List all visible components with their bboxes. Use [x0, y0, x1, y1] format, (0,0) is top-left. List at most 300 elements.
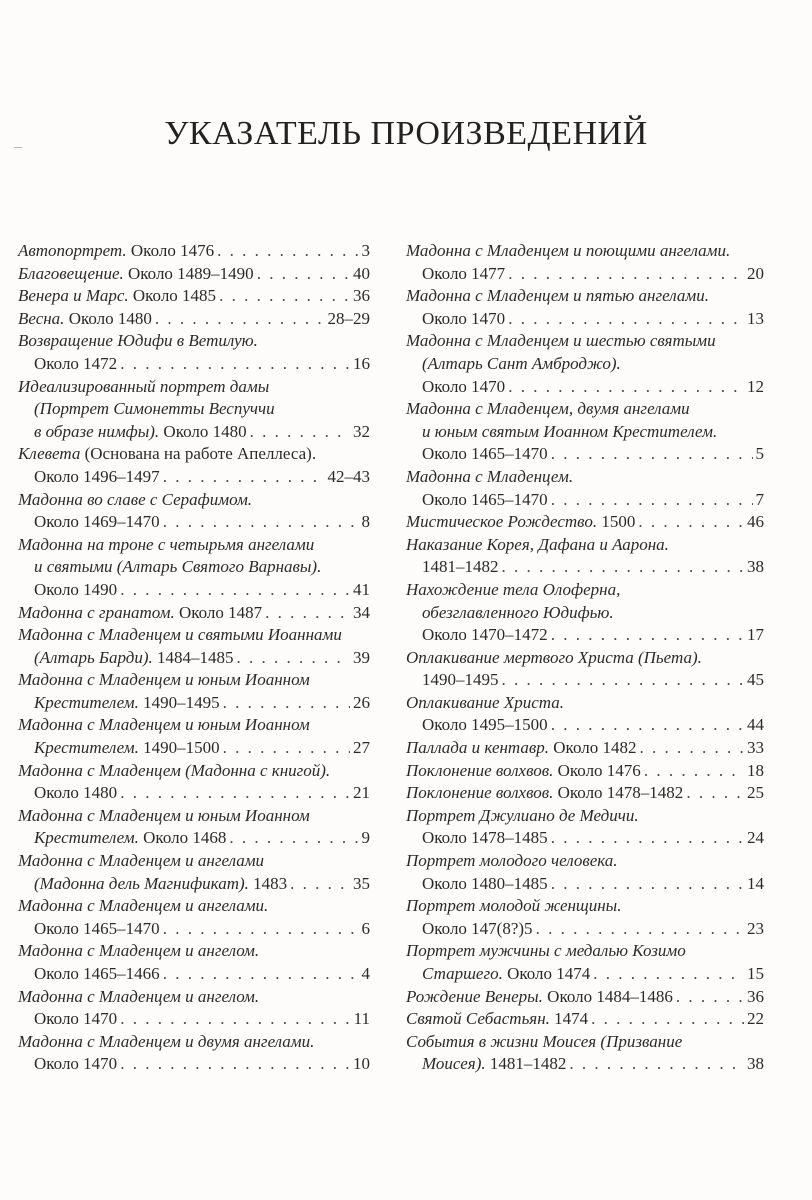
- leader-dots: [536, 918, 744, 941]
- entry-text: [422, 421, 717, 444]
- entry-text: [406, 534, 669, 557]
- entry-text: [18, 534, 314, 557]
- index-entry-line: [18, 1031, 370, 1054]
- index-entry: [18, 669, 370, 714]
- entry-title: Мадонна с Младенцем и ангелами: [18, 851, 265, 871]
- page-number: 6: [361, 918, 370, 938]
- leader-dots: [265, 602, 350, 625]
- entry-title: Наказание Корея, Дафана и Аарона.: [406, 534, 669, 554]
- entry-date: Около 1465–1470: [422, 489, 548, 509]
- entry-date: Около 1470–1472: [422, 625, 548, 645]
- entry-title: Портрет Джулиано де Медичи.: [406, 805, 639, 825]
- entry-text: [406, 240, 730, 263]
- index-entry: [18, 376, 370, 444]
- index-entry: [18, 1031, 370, 1076]
- index-entry: [406, 285, 764, 330]
- page-number: 35: [353, 873, 370, 893]
- leader-dots: [591, 1008, 744, 1031]
- entry-text: [18, 805, 310, 828]
- entry-title: Автопортрет.: [18, 241, 127, 260]
- index-entry: [406, 1031, 764, 1076]
- index-entry: [406, 986, 764, 1009]
- page-number: 12: [747, 376, 764, 396]
- entry-title: Мадонна с Младенцем и юным Иоанном: [18, 670, 310, 690]
- index-entry-line: [18, 376, 370, 399]
- entry-date: Около 1489–1490: [123, 263, 254, 283]
- index-entry: [18, 805, 370, 850]
- index-entry-line: [18, 918, 370, 941]
- entry-title: Поклонение волхвов.: [406, 783, 554, 803]
- index-entry-line: [18, 398, 370, 421]
- entry-text: [34, 466, 160, 489]
- entry-text: [422, 556, 499, 579]
- entry-text: [18, 308, 152, 331]
- leader-dots: [120, 579, 350, 602]
- page-number: 5: [755, 444, 764, 464]
- entry-date: Около 1487: [174, 602, 263, 622]
- index-entry-line: [406, 240, 764, 263]
- entry-text: [406, 737, 636, 760]
- entry-text: [406, 760, 641, 783]
- index-entry-line: [406, 556, 764, 579]
- entry-title: обезглавленного Юдифью.: [422, 602, 614, 622]
- page-number: 7: [755, 489, 764, 509]
- index-entry-line: [406, 466, 764, 489]
- entry-text: [422, 308, 505, 331]
- index-entry-line: [18, 579, 370, 602]
- entry-date: Около 1477: [422, 263, 506, 283]
- index-entry: [18, 443, 370, 488]
- entry-text: [34, 827, 226, 850]
- index-entry: [18, 308, 370, 331]
- index-entry-line: [18, 805, 370, 828]
- leader-dots: [120, 1053, 350, 1076]
- index-entry-line: [406, 714, 764, 737]
- entry-date: Около 1495–1500: [422, 715, 548, 735]
- index-entry-line: [406, 827, 764, 850]
- entry-title: Мадонна с Младенцем и пятью ангелами.: [406, 286, 709, 306]
- entry-date: Около 1484–1486: [542, 986, 673, 1006]
- entry-text: [422, 918, 533, 941]
- entry-text: [18, 376, 269, 399]
- entry-text: [18, 986, 259, 1009]
- page-number: 21: [353, 783, 370, 803]
- entry-title: Мадонна с Младенцем.: [406, 466, 574, 486]
- entry-text: [422, 1053, 566, 1076]
- entry-text: [34, 963, 160, 986]
- entry-text: [34, 353, 117, 376]
- index-entry: [18, 489, 370, 534]
- entry-date: 1490–1495: [138, 692, 220, 712]
- page-number: 25: [747, 783, 764, 803]
- leader-dots: [569, 1053, 744, 1076]
- entry-text: [18, 760, 330, 783]
- page-number: 8: [361, 512, 370, 532]
- entry-date: 1483: [248, 873, 288, 893]
- entry-text: [422, 714, 548, 737]
- entry-title: в образе нимфы).: [34, 421, 160, 441]
- entry-date: Около 1470: [34, 1009, 118, 1029]
- page-title: УКАЗАТЕЛЬ ПРОИЗВЕДЕНИЙ: [164, 114, 648, 152]
- entry-text: [406, 1008, 588, 1031]
- leader-dots: [551, 827, 744, 850]
- entry-text: [34, 421, 247, 444]
- entry-date: 1490–1500: [138, 738, 220, 758]
- index-entry: [406, 330, 764, 398]
- entry-title: Мадонна во славе с Серафимом.: [18, 489, 253, 509]
- index-entry: [406, 647, 764, 692]
- page-number: 24: [747, 828, 764, 848]
- leader-dots: [638, 511, 744, 534]
- leader-dots: [290, 873, 350, 896]
- index-entry-line: [18, 1008, 370, 1031]
- entry-date: Около 1465–1466: [34, 964, 160, 983]
- entry-text: [18, 714, 310, 737]
- page-number: 22: [747, 1009, 764, 1029]
- entry-text: [18, 443, 316, 466]
- entry-text: [406, 647, 702, 670]
- index-entry: [18, 895, 370, 940]
- leader-dots: [120, 1008, 350, 1031]
- entry-date: Около 1469–1470: [34, 512, 160, 532]
- entry-text: [18, 850, 264, 873]
- entry-date: Около 1478–1485: [422, 828, 548, 848]
- page-number: 23: [747, 918, 764, 938]
- index-entry-line: [18, 330, 370, 353]
- entry-date: Около 1470: [422, 376, 506, 396]
- entry-date: Около 1476: [126, 241, 215, 260]
- entry-date: Около 1478–1482: [553, 783, 684, 803]
- entry-title: Клевета: [18, 444, 81, 464]
- index-entry-line: [406, 805, 764, 828]
- entry-text: [422, 827, 548, 850]
- entry-text: [422, 443, 548, 466]
- page-number: 27: [353, 738, 370, 758]
- entry-text: [34, 737, 220, 760]
- entry-title: Мадонна на троне с четырьмя ангелами: [18, 534, 315, 554]
- index-entry-line: [18, 782, 370, 805]
- index-entry-line: [406, 398, 764, 421]
- entry-date: (Основана на работе Апеллеса).: [80, 444, 317, 464]
- entry-text: [406, 805, 639, 828]
- leader-dots: [223, 692, 350, 715]
- entry-text: [422, 353, 621, 376]
- entry-text: [34, 398, 275, 421]
- leader-dots: [676, 986, 744, 1009]
- entry-date: Около 1480: [64, 308, 152, 328]
- page-number: 13: [747, 308, 764, 328]
- entry-text: [406, 330, 716, 353]
- entry-title: Портрет молодого человека.: [406, 851, 618, 871]
- index-entry-line: [18, 714, 370, 737]
- leader-dots: [502, 669, 745, 692]
- page-number: 11: [353, 1009, 370, 1029]
- entry-title: Мадонна с Младенцем (Мадонна с книгой).: [18, 760, 331, 780]
- entry-date: Около 1472: [34, 353, 118, 373]
- index-entry-line: [406, 511, 764, 534]
- index-entry-line: [406, 873, 764, 896]
- page-number: 46: [747, 512, 764, 532]
- index-entry-line: [18, 534, 370, 557]
- index-entry-line: [406, 737, 764, 760]
- index-entry: [18, 240, 370, 263]
- index-entry-line: [18, 963, 370, 986]
- entry-date: Около 1480: [34, 783, 118, 803]
- page-number: 39: [353, 647, 370, 667]
- index-entry-line: [18, 647, 370, 670]
- entry-date: Около 1490: [34, 579, 118, 599]
- index-entry-line: [18, 602, 370, 625]
- index-entry: [406, 240, 764, 285]
- page-number: 18: [747, 760, 764, 780]
- entry-title: Крестителем.: [34, 692, 139, 712]
- page-number: 33: [747, 738, 764, 758]
- index-entry-line: [18, 624, 370, 647]
- index-entry-line: [18, 986, 370, 1009]
- index-entry: [406, 737, 764, 760]
- index-entry-line: [406, 330, 764, 353]
- index-entry-line: [18, 669, 370, 692]
- leader-dots: [237, 647, 351, 670]
- index-entry-line: [18, 827, 370, 850]
- entry-date: Около 147(8?)5: [422, 918, 533, 938]
- index-entry: [406, 466, 764, 511]
- entry-date: Около 1465–1470: [34, 918, 160, 938]
- index-entry-line: [18, 760, 370, 783]
- index-entry-line: [406, 918, 764, 941]
- page-number: 34: [353, 602, 370, 622]
- entry-title: Мадонна с Младенцем и святыми Иоаннами: [18, 625, 342, 645]
- index-entry: [406, 940, 764, 985]
- leader-dots: [163, 963, 359, 986]
- leader-dots: [508, 263, 744, 286]
- entry-text: [34, 1053, 117, 1076]
- index-entry-line: [406, 1031, 764, 1054]
- index-entry-line: [18, 692, 370, 715]
- leader-dots: [551, 873, 744, 896]
- leader-dots: [644, 760, 744, 783]
- page-number: 40: [353, 263, 370, 283]
- entry-text: [406, 986, 673, 1009]
- entry-date: Около 1465–1470: [422, 444, 548, 464]
- entry-text: [422, 873, 548, 896]
- index-entry-line: [406, 489, 764, 512]
- leader-dots: [257, 263, 350, 286]
- entry-title: Мадонна с Младенцем и ангелом.: [18, 986, 260, 1006]
- entry-date: Около 1496–1497: [34, 466, 160, 486]
- entry-title: Святой Себастьян.: [406, 1009, 550, 1029]
- entry-date: 1484–1485: [152, 647, 234, 667]
- leader-dots: [639, 737, 744, 760]
- index-entry-line: [18, 873, 370, 896]
- leader-dots: [686, 782, 744, 805]
- page-number: 36: [747, 986, 764, 1006]
- entry-title: Благовещение.: [18, 263, 124, 283]
- entry-date: 1481–1482: [485, 1054, 567, 1074]
- entry-text: [18, 940, 259, 963]
- leader-dots: [551, 443, 753, 466]
- index-entry-line: [406, 308, 764, 331]
- index-entry-line: [406, 647, 764, 670]
- entry-title: Нахождение тела Олоферна,: [406, 579, 621, 599]
- index-entry: [406, 534, 764, 579]
- leader-dots: [508, 376, 744, 399]
- index-entry-line: [406, 263, 764, 286]
- leader-dots: [502, 556, 745, 579]
- page-number: 38: [747, 557, 764, 577]
- entry-title: Мадонна с Младенцем и двумя ангелами.: [18, 1031, 315, 1051]
- entry-title: Крестителем.: [34, 738, 139, 758]
- entry-title: Мистическое Рождество.: [406, 512, 598, 532]
- page-number: 42–43: [327, 466, 370, 486]
- entry-title: Возвращение Юдифи в Ветилую.: [18, 331, 258, 351]
- index-entry-line: [406, 940, 764, 963]
- entry-title: и святыми (Алтарь Святого Варнавы).: [34, 557, 322, 577]
- index-entry-line: [406, 895, 764, 918]
- entry-text: [34, 873, 287, 896]
- index-entry-line: [18, 240, 370, 263]
- page-number: 10: [353, 1054, 370, 1074]
- index-entry: [18, 714, 370, 759]
- entry-date: Около 1470: [34, 1054, 118, 1074]
- index-entry-line: [406, 986, 764, 1009]
- entry-text: [18, 240, 214, 263]
- entry-text: [406, 782, 683, 805]
- index-entry: [406, 1008, 764, 1031]
- page-number: 3: [361, 241, 370, 260]
- page-number: 16: [353, 353, 370, 373]
- index-entry-line: [406, 1008, 764, 1031]
- entry-text: [18, 895, 268, 918]
- index-entry-line: [18, 466, 370, 489]
- page-number: 4: [361, 964, 370, 983]
- index-entry: [18, 760, 370, 805]
- entry-text: [34, 918, 160, 941]
- entry-date: Около 1474: [502, 964, 591, 983]
- entry-title: (Алтарь Сант Амброджо).: [422, 353, 621, 373]
- index-entry: [406, 805, 764, 850]
- page-number: 36: [353, 286, 370, 306]
- index-entry-line: [406, 602, 764, 625]
- entry-title: Старшего.: [422, 964, 503, 983]
- entry-text: [406, 895, 621, 918]
- entry-text: [34, 556, 321, 579]
- entry-title: Мадонна с гранатом.: [18, 602, 175, 622]
- entry-text: [422, 489, 548, 512]
- entry-date: Около 1476: [553, 760, 641, 780]
- leader-dots: [229, 827, 358, 850]
- index-entry-line: [406, 624, 764, 647]
- entry-date: Около 1482: [549, 738, 637, 758]
- entry-text: [34, 692, 220, 715]
- leader-dots: [163, 466, 325, 489]
- index-column-left: [18, 240, 370, 1076]
- leader-dots: [163, 918, 359, 941]
- index-entry-line: [406, 353, 764, 376]
- index-entry: [18, 534, 370, 602]
- index-entry: [18, 285, 370, 308]
- index-entry-line: [406, 850, 764, 873]
- index-entry: [18, 850, 370, 895]
- entry-title: и юным святым Иоанном Крестителем.: [422, 421, 718, 441]
- page-number: 32: [353, 421, 370, 441]
- entry-text: [406, 285, 709, 308]
- leader-dots: [219, 285, 350, 308]
- entry-text: [422, 263, 505, 286]
- index-entry: [406, 579, 764, 647]
- entry-title: Весна.: [18, 308, 65, 328]
- index-entry-line: [18, 443, 370, 466]
- entry-text: [422, 376, 505, 399]
- entry-text: [18, 330, 258, 353]
- entry-title: Мадонна с Младенцем и ангелами.: [18, 896, 269, 916]
- leader-dots: [551, 489, 753, 512]
- entry-date: 1490–1495: [422, 670, 499, 690]
- entry-text: [422, 963, 590, 986]
- index-entry: [406, 692, 764, 737]
- entry-text: [34, 1008, 117, 1031]
- entry-title: Портрет молодой женщины.: [406, 896, 622, 916]
- entry-date: Около 1485: [128, 286, 217, 306]
- index-entry: [406, 398, 764, 466]
- leader-dots: [551, 624, 744, 647]
- index-entry-line: [18, 353, 370, 376]
- page-number: 45: [747, 670, 764, 690]
- page-number: 14: [747, 873, 764, 893]
- entry-date: 1474: [549, 1009, 589, 1029]
- entry-title: Оплакивание Христа.: [406, 692, 565, 712]
- entry-date: Около 1468: [138, 828, 227, 848]
- page-number: 15: [747, 964, 764, 983]
- page-number: 38: [747, 1054, 764, 1074]
- entry-text: [406, 579, 620, 602]
- entry-title: Мадонна с Младенцем и поющими ангелами.: [406, 241, 731, 260]
- index-entry-line: [406, 376, 764, 399]
- page-number: 28–29: [327, 308, 370, 328]
- page-number: 41: [353, 579, 370, 599]
- index-entry-line: [406, 534, 764, 557]
- index-entry: [406, 782, 764, 805]
- entry-title: Оплакивание мертвого Христа (Пьета).: [406, 647, 702, 667]
- index-entry-line: [18, 1053, 370, 1076]
- entry-text: [406, 1031, 682, 1054]
- entry-text: [406, 466, 573, 489]
- entry-title: События в жизни Моисея (Призвание: [406, 1031, 683, 1051]
- entry-text: [422, 669, 499, 692]
- index-entry-line: [18, 308, 370, 331]
- index-entry-line: [18, 940, 370, 963]
- index-entry-line: [18, 421, 370, 444]
- entry-title: (Алтарь Барди).: [34, 647, 153, 667]
- leader-dots: [163, 511, 359, 534]
- page-number: 9: [361, 828, 370, 848]
- index-entry: [18, 624, 370, 669]
- entry-date: 1481–1482: [422, 557, 499, 577]
- entry-text: [406, 940, 686, 963]
- index-entry: [18, 330, 370, 375]
- leader-dots: [120, 353, 350, 376]
- entry-text: [18, 489, 252, 512]
- entry-date: 1500: [597, 512, 636, 532]
- index-entry-line: [406, 760, 764, 783]
- entry-date: Около 1480: [159, 421, 247, 441]
- entry-title: (Портрет Симонетты Веспуччи: [34, 399, 275, 419]
- entry-text: [18, 285, 216, 308]
- entry-title: Идеализированный портрет дамы: [18, 376, 270, 396]
- entry-title: Моисея).: [422, 1054, 486, 1074]
- entry-title: Мадонна с Младенцем и юным Иоанном: [18, 715, 310, 735]
- entry-title: Венера и Марс.: [18, 286, 129, 306]
